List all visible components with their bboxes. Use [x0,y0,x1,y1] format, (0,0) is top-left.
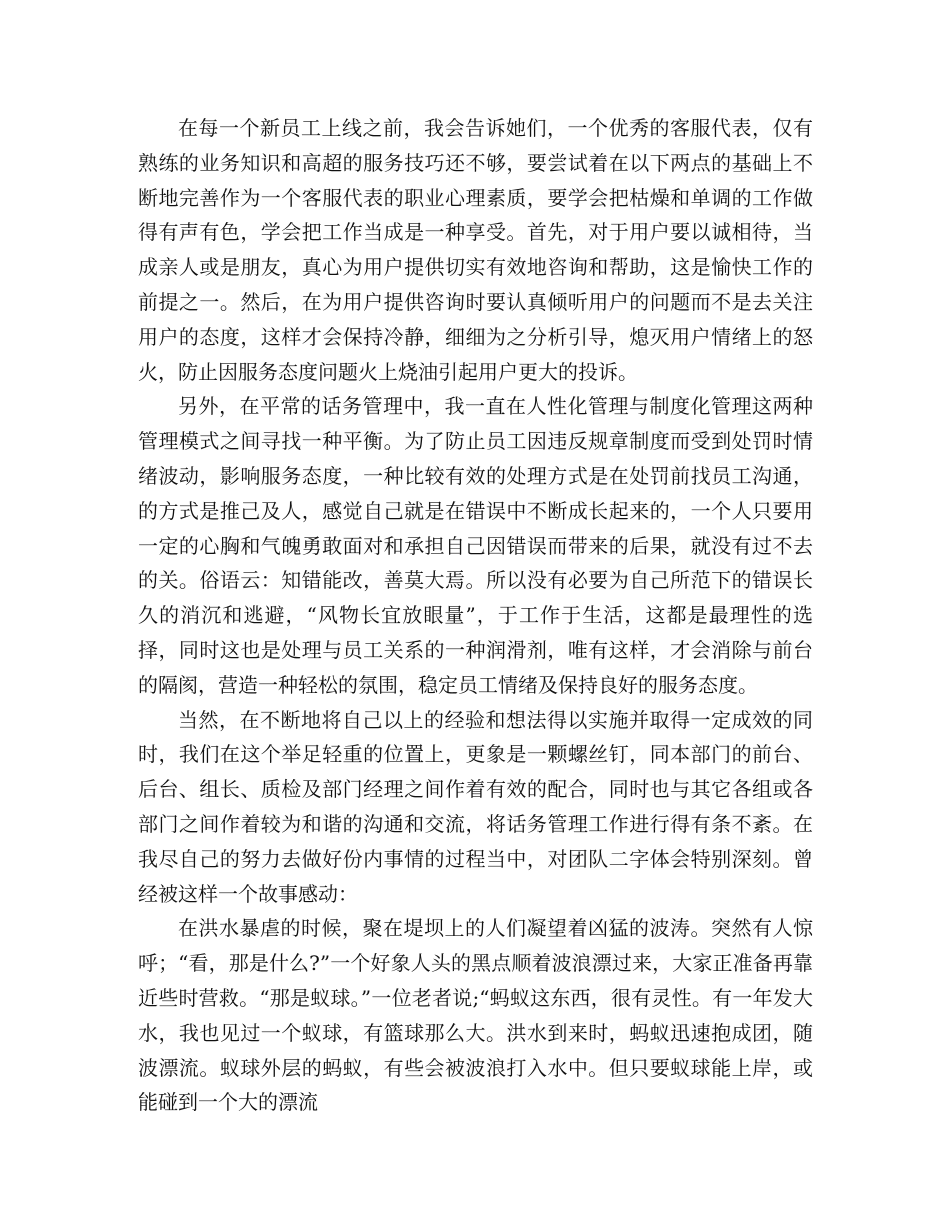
paragraph-management-balance: 另外，在平常的话务管理中，我一直在人性化管理与制度化管理这两种管理模式之间寻找一种平衡。为了防止员工因违反规章制度而受到处罚时情绪波动，影响服务态度，一种比较有效的处理方式是在处罚前找员工沟通，的方式是推己及人，感觉自己就是在错误中不断成长起来的，一个人只要用一定的心胸和气魄勇敢面对和承担自己因错误而带来的后果，就没有过不去的关。俗语云：知错能改，善莫大焉。所以没有必要为自己所范下的错误长久的消沉和逃避，“风物长宜放眼量”，于工作于生活，这都是最理性的选择，同时这也是处理与员工关系的一种润滑剂，唯有这样，才会消除与前台的隔阂，营造一种轻松的氛围，稳定员工情绪及保持良好的服务态度。 [138,394,813,697]
paragraph-teamwork: 当然，在不断地将自己以上的经验和想法得以实施并取得一定成效的同时，我们在这个举足轻重的位置上，更象是一颗螺丝钉，同本部门的前台、后台、组长、质检及部门经理之间作着有效的配合，同时也与其它各组或各部门之间作着较为和谐的沟通和交流，将话务管理工作进行得有条不紊。在我尽自己的努力去做好份内事情的过程当中，对团队二字体会特别深刻。曾经被这样一个故事感动： [138,707,813,906]
document-body [138,111,813,1120]
paragraph-ant-ball-story: 在洪水暴虐的时候，聚在堤坝上的人们凝望着凶猛的波涛。突然有人惊呼；“看，那是什么?”一个好象人头的黑点顺着波浪漂过来，大家正准备再靠近些时营救。“那是蚁球。”一位老者说;“蚂蚁这东西，很有灵性。有一年发大水，我也见过一个蚁球，有篮球那么大。洪水到来时，蚂蚁迅速抱成团，随波漂流。蚁球外层的蚂蚁，有些会被波浪打入水中。但只要蚁球能上岸，或能碰到一个大的漂流 [138,916,813,1115]
paragraph-new-staff-training: 在每一个新员工上线之前，我会告诉她们，一个优秀的客服代表，仅有熟练的业务知识和高超的服务技巧还不够，要尝试着在以下两点的基础上不断地完善作为一个客服代表的职业心理素质，要学会把枯燥和单调的工作做得有声有色，学会把工作当成是一种享受。首先，对于用户要以诚相待，当成亲人或是朋友，真心为用户提供切实有效地咨询和帮助，这是愉快工作的前提之一。然后，在为用户提供咨询时要认真倾听用户的问题而不是去关注用户的态度，这样才会保持冷静，细细为之分析引导，熄灭用户情绪上的怒火，防止因服务态度问题火上烧油引起用户更大的投诉。 [138,116,813,384]
